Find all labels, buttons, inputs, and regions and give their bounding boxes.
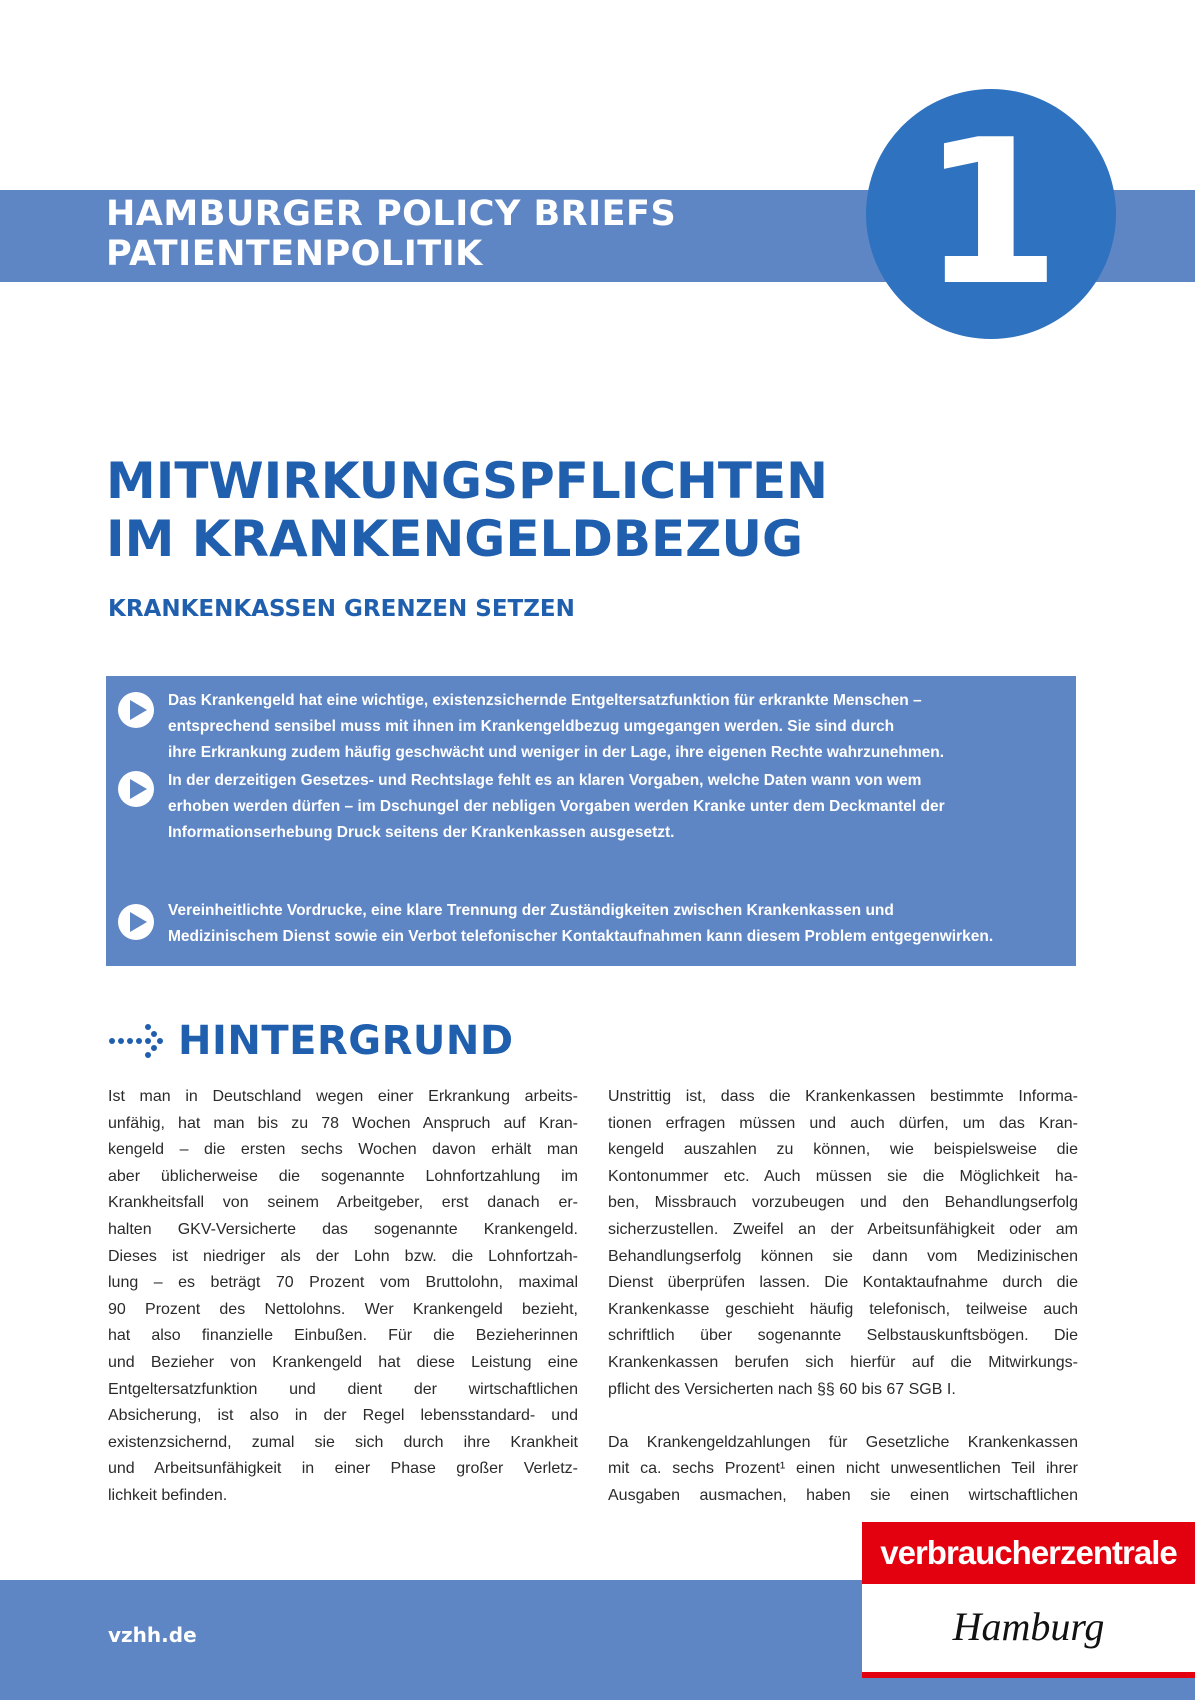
footer-url[interactable]: vzhh.de (108, 1623, 197, 1647)
summary-item-3: Vereinheitlichte Vordrucke, eine klare Trennung der Zuständigkeiten zwischen Krankenkassen und Medizinischem Dienst sowie ein Verbot telefonischer Kontaktaufnahmen kann diesem Problem entgegenwirken. (168, 902, 994, 945)
logo-city: Hamburg (952, 1604, 1105, 1649)
logo-wordmark: verbraucherzentrale (880, 1534, 1177, 1571)
paragraph-gap (608, 1403, 1078, 1430)
title-line-1: MITWIRKUNGSPFLICHTEN (106, 452, 828, 510)
dotted-arrow-icon (108, 1021, 170, 1061)
summary-item-2: In der derzeitigen Gesetzes- und Rechtslage fehlt es an klaren Vorgaben, welche Daten wann von wem erhoben werden dürfen – im Dschungel der nebligen Vorgaben werden Kranke unter dem Deckmantel der Informationserhebung Druck seitens der Krankenkassen ausgesetzt. (168, 772, 945, 841)
series-title (106, 194, 676, 274)
summary-item-1: Das Krankengeld hat eine wichtige, existenzsichernde Entgeltersatzfunktion für erkrankte Menschen – entsprechend sensibel muss mit ihnen im Krankengeldbezug umgegangen werden. Sie sind durch ihre Erkrankung zudem häufig geschwächt und weniger in der Lage, ihre eigenen Rechte wahrzunehmen. (168, 692, 945, 761)
section-heading (108, 1016, 514, 1066)
play-circle-icon (116, 769, 156, 809)
body-column-left: Ist man in Deutschland wegen einer Erkrankung arbeits- unfähig, hat man bis zu 78 Wochen Anspruch auf Kran- kengeld – die ersten sechs Wochen davon erhält man aber üblicherweise die sogenannte Lohnfortzahlung im Krankheitsfall von seinem Arbeitgeber, erst danach er- halten GKV-Versicherte das sogenannte Krankengeld. Dieses ist niedriger als der Lohn bzw. die Lohnfortzah- lung – es beträgt 70 Prozent vom Bruttolohn, maximal 90 Prozent des Nettolohns. Wer Krankengeld bezieht, hat also finanzielle Einbußen. Für die Bezieherinnen und Bezieher von Krankengeld hat diese Leistung eine Entgeltersatzfunktion und dient der wirtschaftlichen Absicherung, ist also in der Regel lebensstandard- und existenzsichernd, zumal sie sich durch ihre Krankheit und Arbeitsunfähigkeit in einer Phase großer Verletz- lichkeit befinden. (108, 1088, 578, 1504)
summary-box (106, 676, 1076, 966)
page-subtitle: KRANKENKASSEN GRENZEN SETZEN (108, 596, 575, 622)
logo-red-bar (862, 1672, 1195, 1678)
series-line-2: PATIENTENPOLITIK (106, 234, 483, 274)
verbraucherzentrale-logo (862, 1522, 1195, 1678)
page-title (106, 452, 828, 568)
series-line-1: HAMBURGER POLICY BRIEFS (106, 194, 677, 234)
play-circle-icon (116, 690, 156, 730)
issue-number: 1 (921, 97, 1061, 330)
section-title: HINTERGRUND (178, 1018, 514, 1064)
body-column-right: Unstrittig ist, dass die Krankenkassen bestimmte Informa- tionen erfragen müssen und auch dürfen, um das Kran- kengeld auszahlen zu können, wie beispielsweise die Kontonummer etc. Auch müssen sie die Möglichkeit ha- ben, Missbrauch vorzubeugen und den Behandlungserfolg sicherzustellen. Zweifel an der Arbeitsunfähigkeit oder am Behandlungserfolg können sie dann vom Medizinischen Dienst überprüfen lassen. Die Kontaktaufnahme durch die Krankenkasse geschieht häufig telefonisch, teilweise auch schriftlich über sogenannte Selbstauskunftsbögen. Die Krankenkassen berufen sich hierfür auf die Mitwirkungs- pflicht des Versicherten nach §§ 60 bis 67 SGB I. Da Krankengeldzahlungen für Gesetzliche Krankenkassen mit ca. sechs Prozent¹ einen nicht unwesentlichen Teil ihrer Ausgaben ausmachen, haben sie einen wirtschaftlichen (608, 1088, 1078, 1504)
title-line-2: IM KRANKENGELDBEZUG (106, 510, 804, 568)
play-circle-icon (116, 902, 156, 942)
